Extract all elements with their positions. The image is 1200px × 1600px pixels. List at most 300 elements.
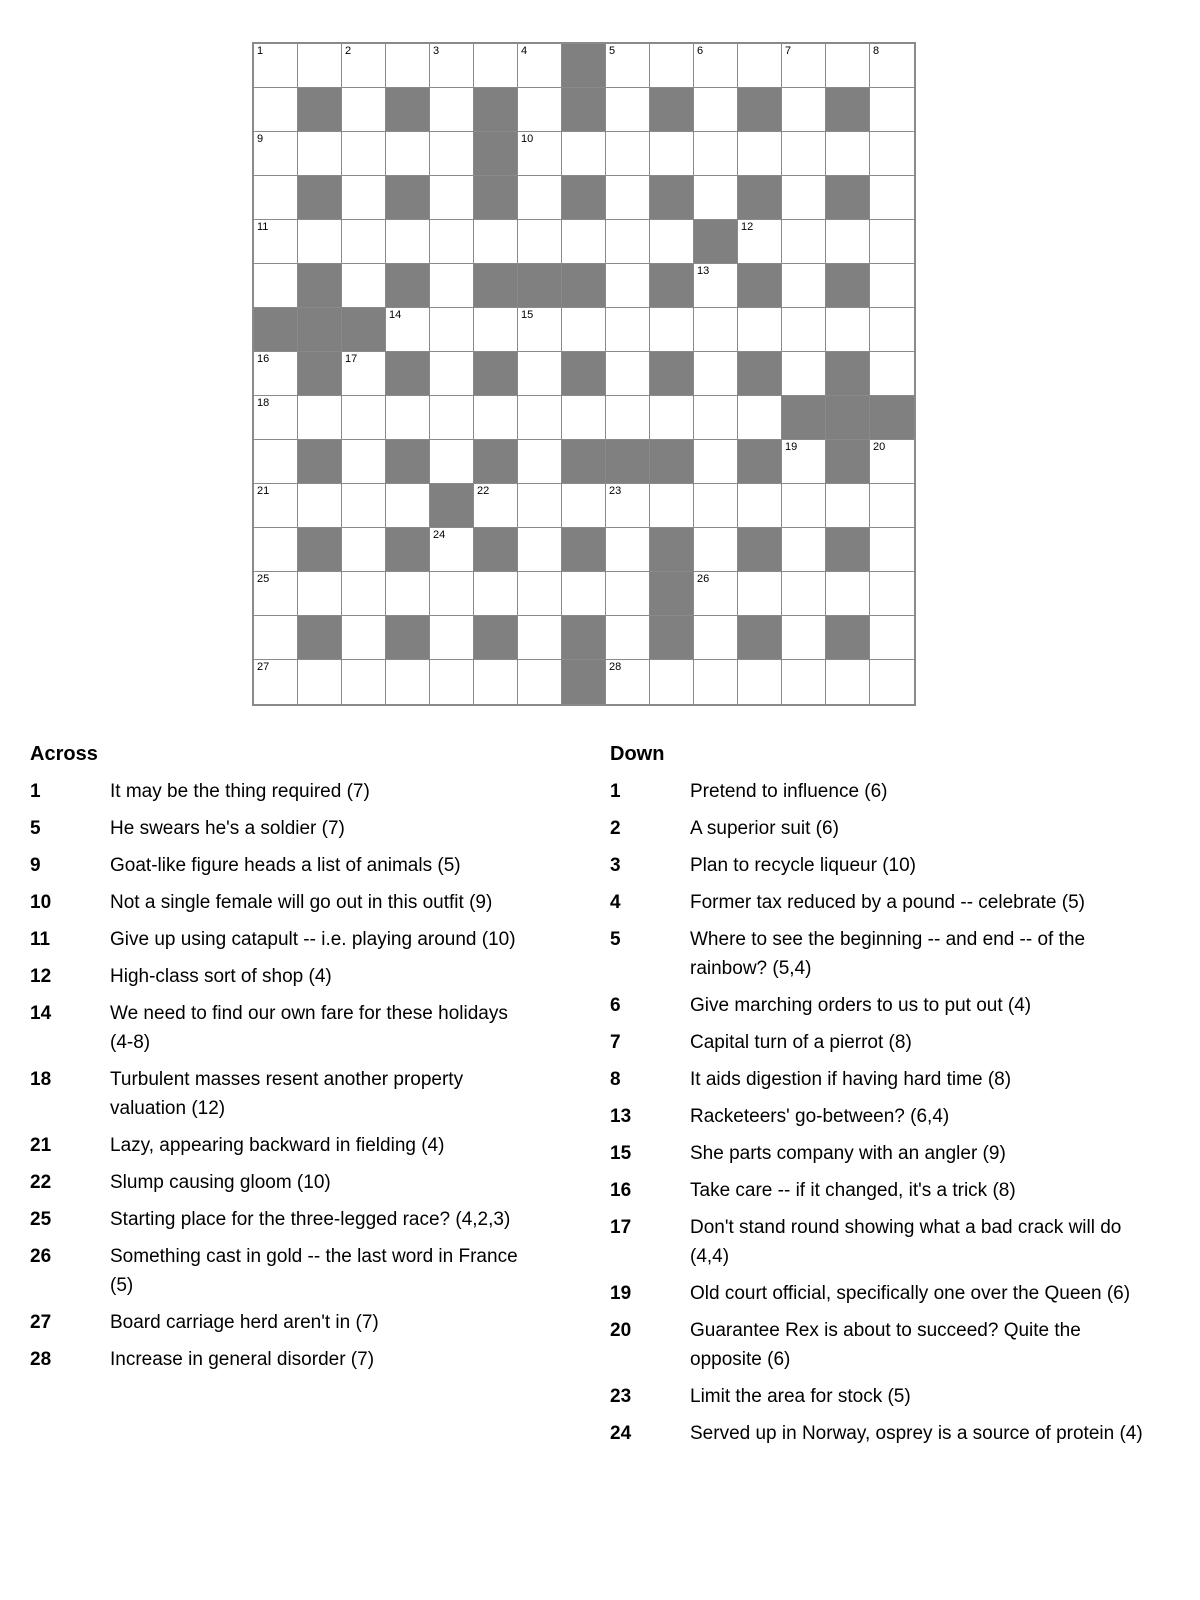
- grid-cell[interactable]: [386, 308, 430, 352]
- block-cell: [826, 396, 870, 440]
- grid-cell[interactable]: [562, 308, 606, 352]
- grid-cell[interactable]: [694, 572, 738, 616]
- grid-cell[interactable]: [430, 660, 474, 704]
- block-cell: [606, 440, 650, 484]
- grid-cell[interactable]: [386, 484, 430, 528]
- block-cell: [474, 528, 518, 572]
- clue-item: [610, 851, 1170, 880]
- block-cell: [562, 440, 606, 484]
- clue-item: [610, 814, 1170, 843]
- crossword-grid: [252, 42, 916, 706]
- grid-cell[interactable]: [298, 396, 342, 440]
- clue-item-number: 1: [610, 781, 621, 802]
- block-cell: [826, 440, 870, 484]
- grid-cell[interactable]: [254, 44, 298, 88]
- clue-item-number: 8: [610, 1069, 621, 1090]
- grid-cell[interactable]: [298, 660, 342, 704]
- grid-cell[interactable]: [782, 132, 826, 176]
- grid-cell[interactable]: [254, 660, 298, 704]
- clue-item: [30, 1242, 610, 1300]
- grid-cell[interactable]: [606, 220, 650, 264]
- grid-cell[interactable]: [430, 396, 474, 440]
- grid-cell[interactable]: [430, 528, 474, 572]
- clue-item: [30, 925, 610, 954]
- grid-cell[interactable]: [430, 220, 474, 264]
- grid-cell[interactable]: [694, 484, 738, 528]
- block-cell: [738, 352, 782, 396]
- grid-cell[interactable]: [254, 572, 298, 616]
- grid-cell[interactable]: [782, 220, 826, 264]
- clue-number: 27: [257, 661, 270, 673]
- clue-item-text: She parts company with an angler (9): [690, 1143, 1006, 1164]
- grid-cell[interactable]: [870, 132, 914, 176]
- grid-cell[interactable]: [694, 440, 738, 484]
- clue-item-number: 26: [30, 1246, 52, 1267]
- grid-cell[interactable]: [562, 132, 606, 176]
- grid-cell[interactable]: [474, 44, 518, 88]
- clue-item: [610, 1279, 1170, 1308]
- grid-cell[interactable]: [298, 44, 342, 88]
- grid-cell[interactable]: [474, 396, 518, 440]
- clue-item: [610, 1065, 1170, 1094]
- grid-cell[interactable]: [738, 220, 782, 264]
- clue-item-number: 18: [30, 1069, 52, 1090]
- block-cell: [298, 352, 342, 396]
- clue-item: [610, 1028, 1170, 1057]
- clue-item: [30, 1131, 610, 1160]
- grid-cell[interactable]: [254, 616, 298, 660]
- grid-cell[interactable]: [694, 308, 738, 352]
- grid-cell[interactable]: [342, 660, 386, 704]
- clue-item-number: 21: [30, 1135, 52, 1156]
- clue-item-number: 20: [610, 1320, 632, 1341]
- clue-item-number: 28: [30, 1349, 52, 1370]
- grid-cell[interactable]: [650, 308, 694, 352]
- clue-number: 17: [345, 353, 358, 365]
- clue-number: 7: [785, 45, 792, 57]
- block-cell: [562, 44, 606, 88]
- clue-number: 15: [521, 309, 534, 321]
- grid-cell[interactable]: [694, 132, 738, 176]
- grid-cell[interactable]: [870, 616, 914, 660]
- clue-number: 25: [257, 573, 270, 585]
- grid-cell[interactable]: [298, 132, 342, 176]
- grid-cell[interactable]: [254, 176, 298, 220]
- grid-cell[interactable]: [562, 220, 606, 264]
- clue-item-number: 9: [30, 855, 41, 876]
- clue-item: [30, 1345, 610, 1374]
- clue-item-text: Give marching orders to us to put out (4): [690, 995, 1032, 1016]
- grid-cell[interactable]: [254, 440, 298, 484]
- grid-cell[interactable]: [562, 396, 606, 440]
- grid-cell[interactable]: [430, 440, 474, 484]
- clue-item: [610, 1139, 1170, 1168]
- clue-item: [610, 1419, 1170, 1448]
- clue-item-text: Something cast in gold -- the last word in France (5): [110, 1246, 518, 1296]
- block-cell: [386, 88, 430, 132]
- grid-cell[interactable]: [474, 484, 518, 528]
- clue-item-number: 3: [610, 855, 621, 876]
- clue-number: 2: [345, 45, 352, 57]
- grid-cell[interactable]: [650, 132, 694, 176]
- block-cell: [298, 528, 342, 572]
- grid-cell[interactable]: [694, 660, 738, 704]
- grid-cell[interactable]: [650, 484, 694, 528]
- clue-item-text: Limit the area for stock (5): [690, 1386, 911, 1407]
- grid-cell[interactable]: [474, 220, 518, 264]
- clue-item-text: Don't stand round showing what a bad crack will do (4,4): [690, 1217, 1122, 1267]
- grid-cell[interactable]: [254, 220, 298, 264]
- grid-cell[interactable]: [606, 528, 650, 572]
- clue-number: 21: [257, 485, 270, 497]
- block-cell: [562, 88, 606, 132]
- clue-item-text: Where to see the beginning -- and end -- of the rainbow? (5,4): [690, 929, 1086, 979]
- clue-item-number: 6: [610, 995, 621, 1016]
- clue-item: [30, 1205, 610, 1234]
- clue-number: 24: [433, 529, 446, 541]
- grid-cell[interactable]: [518, 176, 562, 220]
- grid-cell[interactable]: [342, 616, 386, 660]
- down-clues-column: [610, 740, 1170, 1456]
- grid-cell[interactable]: [430, 308, 474, 352]
- grid-cell[interactable]: [254, 132, 298, 176]
- grid-cell[interactable]: [694, 352, 738, 396]
- grid-cell[interactable]: [782, 528, 826, 572]
- grid-cell[interactable]: [694, 616, 738, 660]
- clue-item-number: 16: [610, 1180, 632, 1201]
- clue-item-number: 2: [610, 818, 621, 839]
- clue-number: 13: [697, 265, 710, 277]
- block-cell: [562, 660, 606, 704]
- grid-cell[interactable]: [518, 396, 562, 440]
- clue-item: [30, 1308, 610, 1337]
- grid-cell[interactable]: [606, 264, 650, 308]
- grid-cell[interactable]: [518, 660, 562, 704]
- block-cell: [870, 396, 914, 440]
- grid-cell[interactable]: [650, 396, 694, 440]
- grid-cell[interactable]: [430, 132, 474, 176]
- block-cell: [298, 616, 342, 660]
- block-cell: [298, 440, 342, 484]
- clue-number: 16: [257, 353, 270, 365]
- clue-item-number: 13: [610, 1106, 632, 1127]
- grid-cell[interactable]: [694, 264, 738, 308]
- grid-cell[interactable]: [870, 660, 914, 704]
- grid-cell[interactable]: [606, 660, 650, 704]
- block-cell: [782, 396, 826, 440]
- grid-cell[interactable]: [342, 176, 386, 220]
- grid-cell[interactable]: [782, 572, 826, 616]
- grid-cell[interactable]: [342, 264, 386, 308]
- grid-cell[interactable]: [782, 484, 826, 528]
- grid-cell[interactable]: [518, 440, 562, 484]
- clue-item: [30, 1065, 610, 1123]
- grid-cell[interactable]: [386, 132, 430, 176]
- grid-cell[interactable]: [606, 44, 650, 88]
- clue-item-text: Increase in general disorder (7): [110, 1349, 375, 1370]
- block-cell: [650, 616, 694, 660]
- grid-cell[interactable]: [782, 308, 826, 352]
- grid-cell[interactable]: [870, 264, 914, 308]
- clue-item: [30, 777, 610, 806]
- block-cell: [650, 572, 694, 616]
- grid-cell[interactable]: [518, 572, 562, 616]
- grid-cell[interactable]: [518, 88, 562, 132]
- grid-cell[interactable]: [342, 44, 386, 88]
- grid-cell[interactable]: [386, 44, 430, 88]
- grid-cell[interactable]: [738, 484, 782, 528]
- grid-cell[interactable]: [606, 352, 650, 396]
- grid-cell[interactable]: [606, 484, 650, 528]
- grid-cell[interactable]: [782, 352, 826, 396]
- clue-item: [610, 1382, 1170, 1411]
- grid-cell[interactable]: [870, 308, 914, 352]
- grid-cell[interactable]: [826, 660, 870, 704]
- block-cell: [650, 88, 694, 132]
- grid-cell[interactable]: [694, 88, 738, 132]
- grid-cell[interactable]: [782, 88, 826, 132]
- block-cell: [474, 616, 518, 660]
- grid-cell[interactable]: [342, 88, 386, 132]
- grid-cell[interactable]: [650, 44, 694, 88]
- clue-number: 22: [477, 485, 490, 497]
- grid-cell[interactable]: [606, 616, 650, 660]
- clue-item-text: Slump causing gloom (10): [110, 1172, 331, 1193]
- block-cell: [386, 352, 430, 396]
- grid-cell[interactable]: [474, 308, 518, 352]
- grid-cell[interactable]: [342, 132, 386, 176]
- grid-cell[interactable]: [870, 484, 914, 528]
- grid-cell[interactable]: [386, 220, 430, 264]
- clue-item-text: Old court official, specifically one over the Queen (6): [690, 1283, 1131, 1304]
- grid-cell[interactable]: [298, 484, 342, 528]
- clue-item-text: Plan to recycle liqueur (10): [690, 855, 916, 876]
- clue-item-number: 25: [30, 1209, 52, 1230]
- block-cell: [298, 88, 342, 132]
- clue-number: 12: [741, 221, 754, 233]
- clue-item: [610, 1102, 1170, 1131]
- grid-cell[interactable]: [254, 528, 298, 572]
- block-cell: [650, 528, 694, 572]
- grid-cell[interactable]: [870, 88, 914, 132]
- block-cell: [826, 176, 870, 220]
- grid-cell[interactable]: [518, 308, 562, 352]
- grid-cell[interactable]: [518, 484, 562, 528]
- clue-item-text: It aids digestion if having hard time (8): [690, 1069, 1012, 1090]
- grid-cell[interactable]: [254, 484, 298, 528]
- grid-cell[interactable]: [782, 264, 826, 308]
- clue-item-text: Take care -- if it changed, it's a trick (8): [690, 1180, 1016, 1201]
- clue-item: [30, 814, 610, 843]
- grid-cell[interactable]: [342, 440, 386, 484]
- grid-cell[interactable]: [342, 484, 386, 528]
- grid-cell[interactable]: [694, 396, 738, 440]
- clue-item-number: 24: [610, 1423, 632, 1444]
- clue-item-number: 4: [610, 892, 621, 913]
- clue-number: 14: [389, 309, 402, 321]
- grid-cell[interactable]: [298, 572, 342, 616]
- grid-cell[interactable]: [518, 528, 562, 572]
- grid-cell[interactable]: [254, 396, 298, 440]
- grid-cell[interactable]: [254, 88, 298, 132]
- grid-cell[interactable]: [826, 484, 870, 528]
- clue-item-number: 14: [30, 1003, 52, 1024]
- grid-cell[interactable]: [826, 308, 870, 352]
- clue-item-number: 5: [610, 929, 621, 950]
- grid-cell[interactable]: [342, 352, 386, 396]
- clue-item: [610, 1176, 1170, 1205]
- clue-item-text: High-class sort of shop (4): [110, 966, 332, 987]
- block-cell: [474, 352, 518, 396]
- grid-cell[interactable]: [430, 176, 474, 220]
- grid-cell[interactable]: [826, 572, 870, 616]
- grid-cell[interactable]: [870, 176, 914, 220]
- clue-item-text: He swears he's a soldier (7): [110, 818, 345, 839]
- clue-item-text: We need to find our own fare for these holidays (4-8): [110, 1003, 508, 1053]
- clue-item-number: 27: [30, 1312, 52, 1333]
- grid-cell[interactable]: [430, 572, 474, 616]
- clue-item: [610, 1213, 1170, 1271]
- grid-cell[interactable]: [254, 264, 298, 308]
- grid-cell[interactable]: [870, 44, 914, 88]
- grid-cell[interactable]: [826, 220, 870, 264]
- grid-cell[interactable]: [518, 44, 562, 88]
- grid-cell[interactable]: [782, 440, 826, 484]
- block-cell: [298, 308, 342, 352]
- grid-cell[interactable]: [870, 352, 914, 396]
- grid-cell[interactable]: [254, 352, 298, 396]
- grid-cell[interactable]: [870, 440, 914, 484]
- block-cell: [298, 176, 342, 220]
- grid-cell[interactable]: [738, 44, 782, 88]
- grid-cell[interactable]: [826, 132, 870, 176]
- block-cell: [562, 528, 606, 572]
- block-cell: [738, 440, 782, 484]
- clue-item: [30, 851, 610, 880]
- grid-cell[interactable]: [342, 528, 386, 572]
- block-cell: [386, 264, 430, 308]
- grid-cell[interactable]: [430, 88, 474, 132]
- grid-cell[interactable]: [606, 396, 650, 440]
- grid-cell[interactable]: [826, 44, 870, 88]
- clue-item-text: Starting place for the three-legged race? (4,2,3): [110, 1209, 511, 1230]
- clue-item-text: Former tax reduced by a pound -- celebrate (5): [690, 892, 1085, 913]
- grid-cell[interactable]: [870, 528, 914, 572]
- clue-number: 3: [433, 45, 440, 57]
- grid-cell[interactable]: [606, 176, 650, 220]
- grid-cell[interactable]: [562, 484, 606, 528]
- clue-number: 6: [697, 45, 704, 57]
- clue-number: 20: [873, 441, 886, 453]
- grid-cell[interactable]: [606, 572, 650, 616]
- grid-cell[interactable]: [738, 308, 782, 352]
- grid-cell[interactable]: [518, 220, 562, 264]
- grid-cell[interactable]: [386, 660, 430, 704]
- block-cell: [386, 440, 430, 484]
- block-cell: [562, 264, 606, 308]
- block-cell: [650, 264, 694, 308]
- grid-cell[interactable]: [430, 352, 474, 396]
- grid-cell[interactable]: [518, 352, 562, 396]
- grid-cell[interactable]: [782, 176, 826, 220]
- grid-cell[interactable]: [342, 396, 386, 440]
- block-cell: [650, 352, 694, 396]
- grid-cell[interactable]: [474, 660, 518, 704]
- grid-cell[interactable]: [694, 528, 738, 572]
- block-cell: [386, 616, 430, 660]
- grid-cell[interactable]: [782, 616, 826, 660]
- clue-item-number: 23: [610, 1386, 632, 1407]
- grid-cell[interactable]: [342, 220, 386, 264]
- grid-cell[interactable]: [386, 396, 430, 440]
- grid-cell[interactable]: [606, 132, 650, 176]
- grid-cell[interactable]: [430, 264, 474, 308]
- block-cell: [386, 528, 430, 572]
- clue-number: 10: [521, 133, 534, 145]
- grid-cell[interactable]: [650, 660, 694, 704]
- grid-cell[interactable]: [430, 44, 474, 88]
- grid-cell[interactable]: [518, 132, 562, 176]
- clue-item-text: Racketeers' go-between? (6,4): [690, 1106, 950, 1127]
- grid-cell[interactable]: [430, 616, 474, 660]
- block-cell: [738, 176, 782, 220]
- grid-cell[interactable]: [782, 660, 826, 704]
- grid-cell[interactable]: [342, 572, 386, 616]
- clue-number: 23: [609, 485, 622, 497]
- grid-cell[interactable]: [738, 396, 782, 440]
- block-cell: [826, 616, 870, 660]
- block-cell: [826, 88, 870, 132]
- grid-cell[interactable]: [870, 572, 914, 616]
- grid-cell[interactable]: [518, 616, 562, 660]
- block-cell: [738, 616, 782, 660]
- clue-item-number: 17: [610, 1217, 632, 1238]
- block-cell: [386, 176, 430, 220]
- grid-cell[interactable]: [386, 572, 430, 616]
- grid-cell[interactable]: [298, 220, 342, 264]
- block-cell: [562, 616, 606, 660]
- grid-cell[interactable]: [694, 44, 738, 88]
- grid-cell[interactable]: [562, 572, 606, 616]
- clue-item-text: Served up in Norway, osprey is a source of protein (4): [690, 1423, 1143, 1444]
- block-cell: [474, 440, 518, 484]
- grid-cell[interactable]: [650, 220, 694, 264]
- block-cell: [650, 440, 694, 484]
- grid-cell[interactable]: [782, 44, 826, 88]
- block-cell: [474, 264, 518, 308]
- block-cell: [650, 176, 694, 220]
- block-cell: [826, 264, 870, 308]
- grid-cell[interactable]: [738, 132, 782, 176]
- clue-item: [30, 962, 610, 991]
- grid-cell[interactable]: [606, 308, 650, 352]
- clue-item: [610, 991, 1170, 1020]
- clue-item: [610, 777, 1170, 806]
- clue-item-number: 12: [30, 966, 52, 987]
- clue-item-number: 11: [30, 929, 51, 950]
- grid-cell[interactable]: [738, 572, 782, 616]
- grid-cell[interactable]: [738, 660, 782, 704]
- block-cell: [826, 352, 870, 396]
- grid-cell[interactable]: [870, 220, 914, 264]
- block-cell: [694, 220, 738, 264]
- block-cell: [738, 528, 782, 572]
- grid-cell[interactable]: [606, 88, 650, 132]
- grid-cell[interactable]: [474, 572, 518, 616]
- clue-item: [610, 1316, 1170, 1374]
- grid-cell[interactable]: [694, 176, 738, 220]
- block-cell: [562, 352, 606, 396]
